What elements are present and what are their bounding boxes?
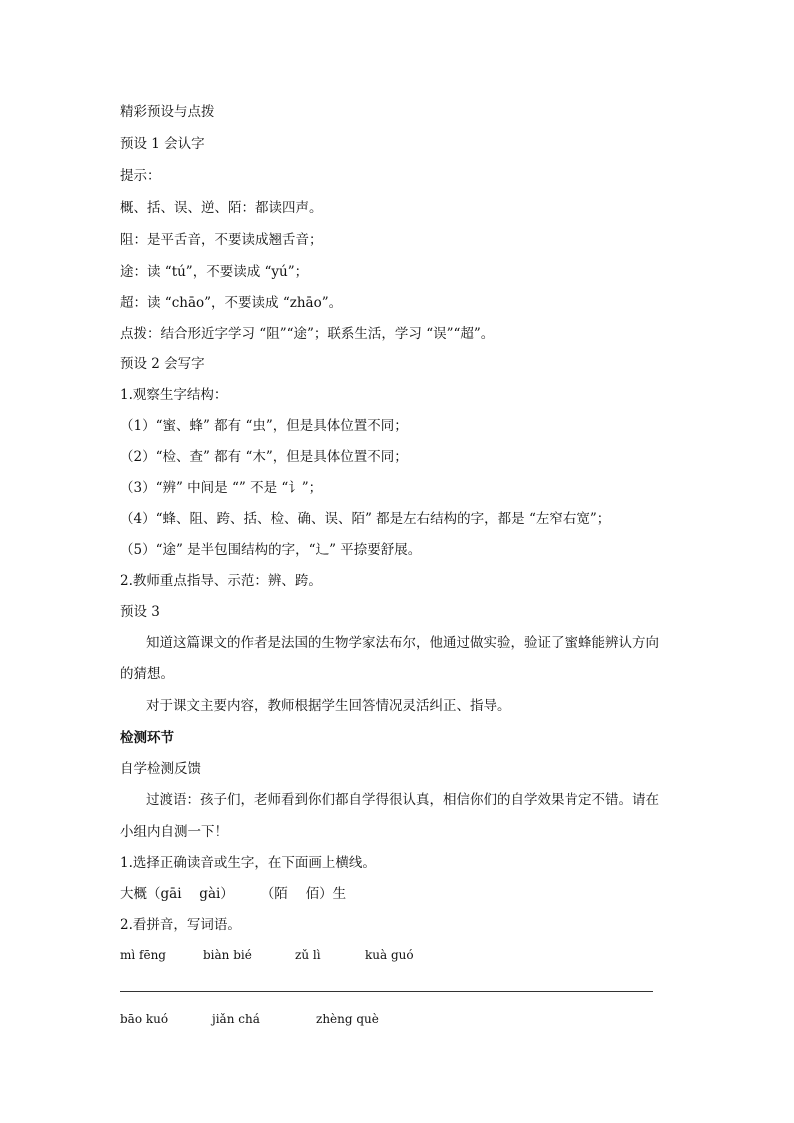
question-2: 2.看拼音，写词语。 xyxy=(120,917,241,933)
section-title: 检测环节 xyxy=(120,730,174,746)
pinyin-item: kuà guó xyxy=(365,948,414,962)
pinyin-item: jiǎn chá xyxy=(212,1012,260,1026)
guidance-line: 点拨：结合形近字学习 “阻”“途”；联系生活，学习 “误”“超”。 xyxy=(120,326,495,342)
writing-line xyxy=(120,991,653,992)
hint-line: 途：读 “tú”，不要读成 “yú”； xyxy=(120,264,309,280)
paragraph-line: 知道这篇课文的作者是法国的生物学家法布尔，他通过做实验，验证了蜜蜂能辨认方向 xyxy=(146,635,659,651)
preset-3-heading: 预设 3 xyxy=(120,604,160,620)
paragraph-line: 的猜想。 xyxy=(120,666,174,682)
structure-item: （3）“辨” 中间是 “” 不是 “讠”； xyxy=(120,480,323,496)
preset-1-heading: 预设 1 会认字 xyxy=(120,136,205,152)
paragraph-line: 对于课文主要内容，教师根据学生回答情况灵活纠正、指导。 xyxy=(146,698,511,714)
section-heading: 精彩预设与点拨 xyxy=(120,104,215,120)
teacher-guidance: 2.教师重点指导、示范：辨、跨。 xyxy=(120,573,322,589)
preset-2-heading: 预设 2 会写字 xyxy=(120,356,205,372)
subsection-title: 自学检测反馈 xyxy=(120,761,201,777)
hint-line: 阻：是平舌音，不要读成翘舌音； xyxy=(120,232,323,248)
pinyin-item: biàn bié xyxy=(203,948,252,962)
structure-item: （2）“检、查” 都有 “木”，但是具体位置不同； xyxy=(120,449,408,465)
question-1-options: 大概（gāi gài） （陌 佰）生 xyxy=(120,886,347,902)
hint-line: 超：读 “chāo”，不要读成 “zhāo”。 xyxy=(120,295,343,311)
transition-line: 小组内自测一下！ xyxy=(120,824,228,840)
structure-item: （4）“蜂、阻、跨、括、检、确、误、陌” 都是左右结构的字，都是 “左窄右宽”； xyxy=(120,511,611,527)
pinyin-item: mì fēng xyxy=(120,948,166,962)
question-1: 1.选择正确读音或生字，在下面画上横线。 xyxy=(120,855,376,871)
hint-label: 提示： xyxy=(120,168,161,184)
structure-item: （1）“蜜、蜂” 都有 “虫”，但是具体位置不同； xyxy=(120,418,408,434)
pinyin-item: zǔ lì xyxy=(295,948,321,962)
pinyin-item: zhèng què xyxy=(316,1012,379,1026)
structure-item: （5）“途” 是半包围结构的字，“辶” 平捺要舒展。 xyxy=(120,542,422,558)
transition-line: 过渡语：孩子们，老师看到你们都自学得很认真，相信你们的自学效果肯定不错。请在 xyxy=(146,792,659,808)
hint-line: 概、括、误、逆、陌：都读四声。 xyxy=(120,200,323,216)
pinyin-item: bāo kuó xyxy=(120,1012,169,1026)
structure-heading: 1.观察生字结构： xyxy=(120,387,228,403)
